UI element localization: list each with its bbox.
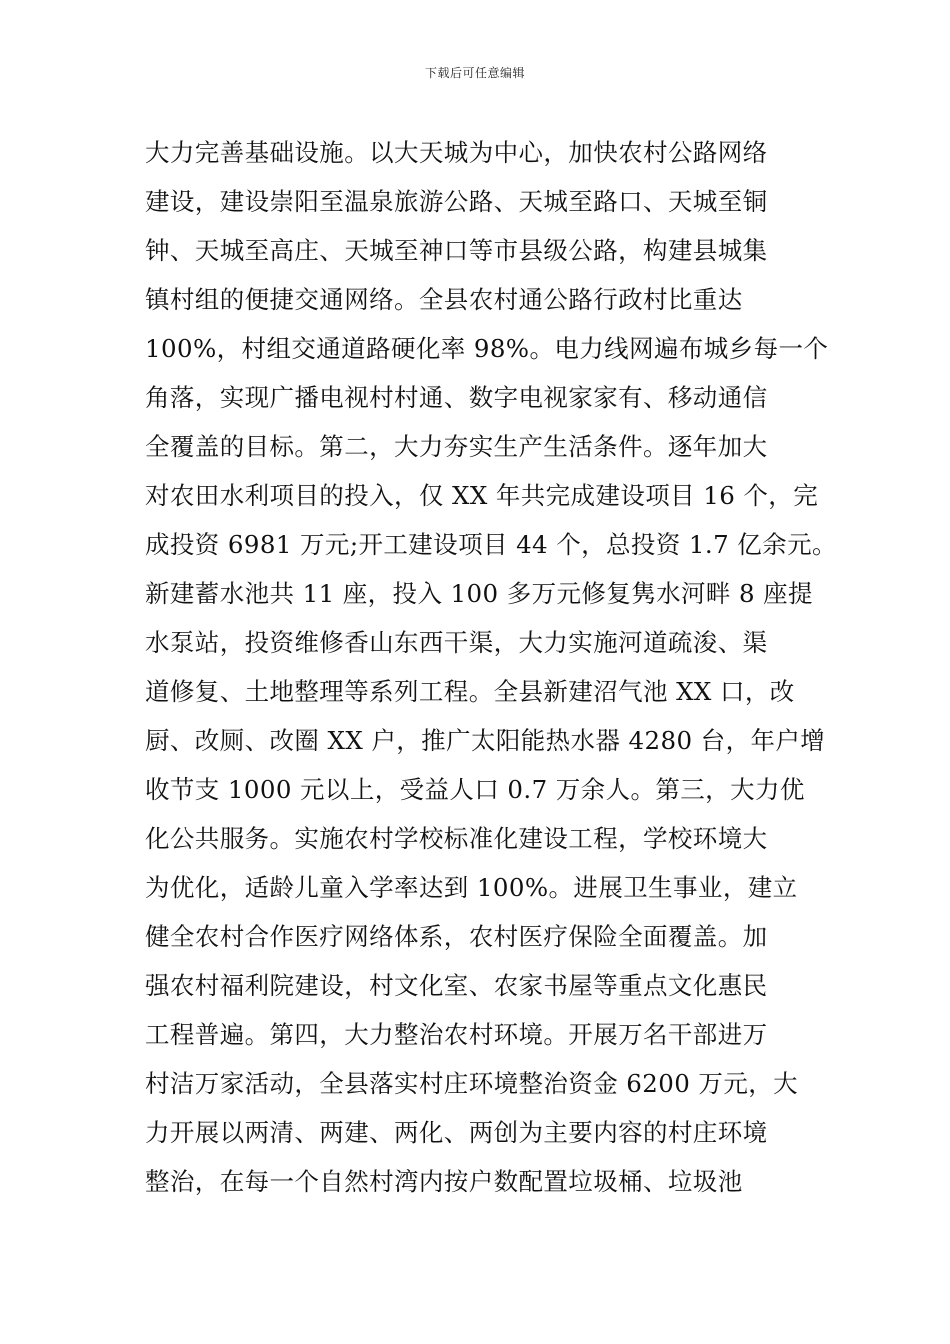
text-line: 化公共服务。实施农村学校标准化建设工程，学校环境大	[145, 824, 768, 853]
text-line: 水泵站，投资维修香山东西干渠，大力实施河道疏浚、渠	[145, 628, 768, 657]
text-line: 工程普遍。第四，大力整治农村环境。开展万名干部进万	[145, 1020, 768, 1049]
text-line: 建设，建设崇阳至温泉旅游公路、天城至路口、天城至铜	[145, 187, 768, 216]
text-line: 收节支 1000 元以上，受益人口 0.7 万余人。第三，大力优	[145, 775, 805, 804]
text-line: 厨、改厕、改圈 XX 户，推广太阳能热水器 4280 台，年户增	[145, 726, 826, 755]
text-line: 强农村福利院建设，村文化室、农家书屋等重点文化惠民	[145, 971, 768, 1000]
text-line: 大力完善基础设施。以大天城为中心，加快农村公路网络	[145, 138, 768, 167]
text-line: 角落，实现广播电视村村通、数字电视家家有、移动通信	[145, 383, 768, 412]
page-header: 下载后可任意编辑	[424, 66, 525, 80]
text-line: 成投资 6981 万元;开工建设项目 44 个，总投资 1.7 亿余元。	[145, 530, 837, 559]
text-line: 镇村组的便捷交通网络。全县农村通公路行政村比重达	[145, 285, 743, 314]
text-line: 100%，村组交通道路硬化率 98%。电力线网遍布城乡每一个	[145, 334, 829, 363]
body-paragraph	[145, 128, 837, 1206]
text-line: 整治，在每一个自然村湾内按户数配置垃圾桶、垃圾池	[145, 1167, 743, 1196]
text-line: 健全农村合作医疗网络体系，农村医疗保险全面覆盖。加	[145, 922, 768, 951]
text-line: 村洁万家活动，全县落实村庄环境整治资金 6200 万元，大	[145, 1069, 799, 1098]
text-line: 道修复、土地整理等系列工程。全县新建沼气池 XX 口，改	[145, 677, 795, 706]
text-line: 钟、天城至高庄、天城至神口等市县级公路，构建县城集	[145, 236, 768, 265]
text-line: 力开展以两清、两建、两化、两创为主要内容的村庄环境	[145, 1118, 768, 1147]
text-line: 为优化，适龄儿童入学率达到 100%。进展卫生事业，建立	[145, 873, 798, 902]
text-line: 对农田水利项目的投入，仅 XX 年共完成建设项目 16 个，完	[145, 481, 819, 510]
text-line: 新建蓄水池共 11 座，投入 100 多万元修复隽水河畔 8 座提	[145, 579, 813, 608]
text-line: 全覆盖的目标。第二，大力夯实生产生活条件。逐年加大	[145, 432, 768, 461]
